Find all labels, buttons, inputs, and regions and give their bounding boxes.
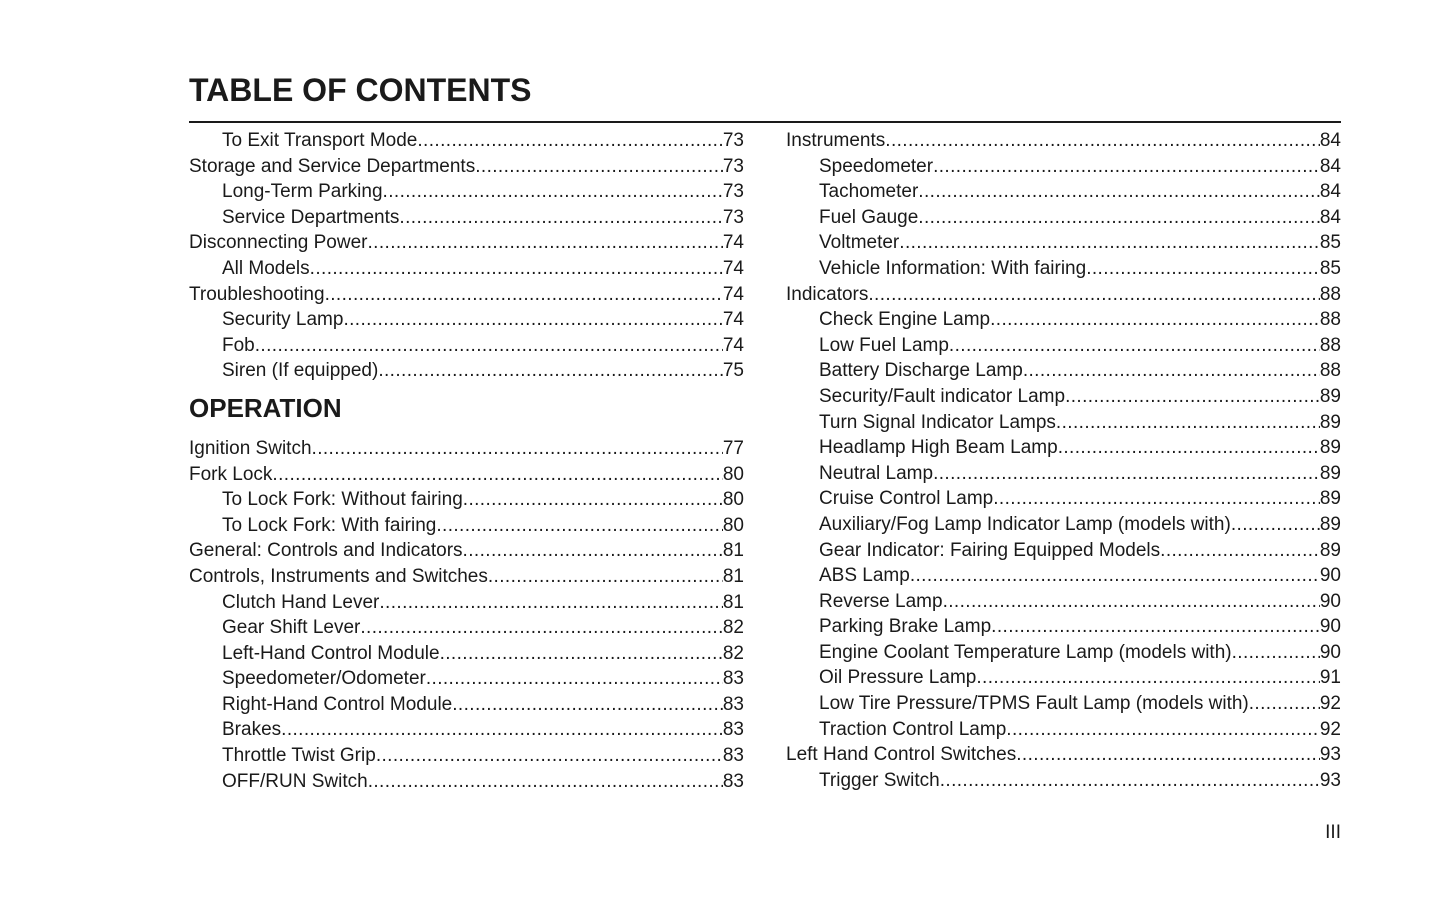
toc-entry[interactable] (189, 154, 744, 180)
toc-entry-label: Check Engine Lamp (819, 309, 991, 331)
toc-entry-label: Auxiliary/Fog Lamp Indicator Lamp (models with) (819, 513, 1231, 535)
page-title: TABLE OF CONTENTS (189, 72, 532, 108)
toc-entry-page: 74 (722, 283, 744, 305)
toc-entry[interactable] (786, 665, 1341, 691)
toc-entry-page: 74 (722, 334, 744, 356)
toc-entry-page: 73 (722, 155, 744, 177)
dot-leader (452, 692, 723, 718)
dot-leader (885, 128, 1320, 154)
toc-entry-label: Cruise Control Lamp (819, 488, 994, 510)
toc-entry-label: Throttle Twist Grip (222, 745, 376, 767)
dot-leader (360, 615, 723, 641)
toc-entry-page: 88 (1319, 360, 1341, 382)
toc-entry[interactable] (786, 486, 1341, 512)
toc-entry-label: Siren (If equipped) (222, 360, 379, 382)
toc-entry-label: Gear Indicator: Fairing Equipped Models (819, 539, 1161, 561)
toc-entry[interactable] (786, 154, 1341, 180)
dot-leader (281, 717, 723, 743)
toc-entry-page: 83 (722, 693, 744, 715)
toc-entry-label: Low Tire Pressure/TPMS Fault Lamp (models with) (819, 693, 1249, 715)
toc-entry[interactable] (189, 615, 744, 641)
toc-entry[interactable] (786, 230, 1341, 256)
toc-entry[interactable] (786, 640, 1341, 666)
toc-entry-label: Clutch Hand Lever (222, 591, 380, 613)
dot-leader (1086, 256, 1320, 282)
toc-entry[interactable] (786, 410, 1341, 436)
dot-leader (272, 462, 722, 488)
dot-leader (475, 154, 723, 180)
dot-leader (383, 179, 723, 205)
toc-entry[interactable] (786, 205, 1341, 231)
toc-entry[interactable] (786, 691, 1341, 717)
toc-list-after (189, 436, 744, 794)
toc-entry-page: 92 (1319, 718, 1341, 740)
toc-entry-label: Indicators (786, 283, 869, 305)
toc-entry-label: Ignition Switch (189, 437, 312, 459)
toc-entry-label: Battery Discharge Lamp (819, 360, 1023, 382)
toc-entry-page: 89 (1319, 462, 1341, 484)
toc-entry-page: 77 (722, 437, 744, 459)
toc-entry-page: 90 (1319, 565, 1341, 587)
toc-entry[interactable] (189, 282, 744, 308)
toc-entry-page: 93 (1319, 769, 1341, 791)
dot-leader (933, 461, 1320, 487)
toc-entry-page: 84 (1319, 130, 1341, 151)
toc-entry-label: Controls, Instruments and Switches (189, 565, 488, 587)
toc-entry-page: 84 (1319, 155, 1341, 177)
toc-entry-label: ABS Lamp (819, 565, 910, 587)
toc-entry[interactable] (189, 564, 744, 590)
toc-entry-label: Engine Coolant Temperature Lamp (models with) (819, 641, 1232, 663)
toc-entry-label: Storage and Service Departments (189, 155, 476, 177)
dot-leader (933, 154, 1320, 180)
toc-entry[interactable] (786, 256, 1341, 282)
dot-leader (1023, 358, 1320, 384)
dot-leader (343, 307, 722, 333)
toc-entry[interactable] (786, 282, 1341, 308)
dot-leader (436, 513, 723, 539)
toc-entry-page: 73 (722, 206, 744, 228)
dot-leader (991, 614, 1320, 640)
toc-entry-label: Service Departments (222, 206, 400, 228)
toc-entry-page: 91 (1319, 667, 1341, 689)
dot-leader (1056, 410, 1320, 436)
toc-entry-page: 84 (1319, 181, 1341, 203)
dot-leader (1006, 717, 1320, 743)
toc-entry-page: 92 (1319, 693, 1341, 715)
toc-entry-label: OFF/RUN Switch (222, 770, 368, 792)
toc-entry[interactable] (189, 128, 744, 154)
dot-leader (312, 436, 723, 462)
toc-entry-label: Right-Hand Control Module (222, 693, 453, 715)
toc-entry[interactable] (786, 589, 1341, 615)
toc-entry[interactable] (189, 743, 744, 769)
dot-leader (1231, 512, 1320, 538)
toc-entry-page: 81 (722, 540, 744, 562)
toc-entry-page: 90 (1319, 590, 1341, 612)
toc-entry[interactable] (189, 462, 744, 488)
toc-entry[interactable] (189, 487, 744, 513)
toc-entry-page: 82 (722, 642, 744, 664)
dot-leader (378, 358, 723, 384)
toc-entry-page: 80 (722, 463, 744, 485)
toc-entry-page: 81 (722, 565, 744, 587)
toc-entry-page: 83 (722, 745, 744, 767)
toc-entry-page: 83 (722, 668, 744, 690)
dot-leader (990, 307, 1320, 333)
toc-entry-page: 74 (722, 232, 744, 254)
toc-entry[interactable] (786, 614, 1341, 640)
toc-entry-page: 89 (1319, 437, 1341, 459)
toc-entry-label: Trigger Switch (819, 769, 940, 791)
toc-entry[interactable] (189, 230, 744, 256)
toc-entry-page: 83 (722, 770, 744, 792)
toc-list-before (189, 128, 744, 384)
toc-entry-label: Neutral Lamp (819, 462, 934, 484)
toc-entry[interactable] (786, 333, 1341, 359)
toc-entry-label: To Lock Fork: With fairing (222, 514, 437, 536)
toc-column-right (786, 128, 1341, 793)
toc-entry[interactable] (189, 358, 744, 384)
dot-leader (1249, 691, 1320, 717)
toc-entry-label: To Lock Fork: Without fairing (222, 489, 463, 511)
toc-entry[interactable] (189, 641, 744, 667)
toc-entry[interactable] (786, 179, 1341, 205)
toc-entry[interactable] (786, 563, 1341, 589)
toc-entry-page: 88 (1319, 283, 1341, 305)
toc-entry-label: Vehicle Information: With fairing (819, 257, 1087, 279)
toc-entry-label: Troubleshooting (189, 283, 325, 305)
toc-entry-page: 84 (1319, 206, 1341, 228)
toc-entry-label: Disconnecting Power (189, 232, 368, 254)
dot-leader (1160, 538, 1320, 564)
toc-entry-page: 88 (1319, 334, 1341, 356)
toc-entry[interactable] (189, 666, 744, 692)
toc-entry-label: Oil Pressure Lamp (819, 667, 977, 689)
toc-entry[interactable] (189, 179, 744, 205)
toc-entry-label: Brakes (222, 719, 282, 741)
toc-list-right (786, 128, 1341, 793)
toc-entry-label: Fuel Gauge (819, 206, 919, 228)
dot-leader (918, 205, 1320, 231)
toc-entry-page: 90 (1319, 641, 1341, 663)
toc-entry-page: 73 (722, 181, 744, 203)
dot-leader (426, 666, 723, 692)
toc-entry[interactable] (189, 436, 744, 462)
dot-leader (940, 768, 1320, 794)
toc-entry-label: General: Controls and Indicators (189, 540, 463, 562)
toc-entry-page: 80 (722, 489, 744, 511)
toc-entry-page: 75 (722, 360, 744, 382)
dot-leader (255, 333, 723, 359)
toc-entry-label: Reverse Lamp (819, 590, 943, 612)
toc-entry[interactable] (786, 435, 1341, 461)
dot-leader (910, 563, 1320, 589)
dot-leader (399, 205, 722, 231)
dot-leader (488, 564, 723, 590)
toc-entry-label: Turn Signal Indicator Lamps (819, 411, 1056, 433)
toc-entry[interactable] (189, 717, 744, 743)
toc-entry-page: 85 (1319, 232, 1341, 254)
toc-entry-label: Security Lamp (222, 309, 344, 331)
toc-entry-label: Gear Shift Lever (222, 617, 361, 639)
toc-entry-label: Headlamp High Beam Lamp (819, 437, 1058, 459)
toc-entry[interactable] (786, 358, 1341, 384)
dot-leader (899, 230, 1320, 256)
toc-entry[interactable] (786, 742, 1341, 768)
toc-entry[interactable] (786, 307, 1341, 333)
toc-entry-page: 81 (722, 591, 744, 613)
dot-leader (1232, 640, 1320, 666)
toc-entry-label: Fork Lock (189, 463, 273, 485)
toc-entry-page: 89 (1319, 513, 1341, 535)
toc-entry-page: 89 (1319, 539, 1341, 561)
dot-leader (367, 230, 722, 256)
toc-entry[interactable] (189, 307, 744, 333)
toc-entry-label: Voltmeter (819, 232, 900, 254)
toc-entry-page: 90 (1319, 616, 1341, 638)
toc-entry[interactable] (189, 256, 744, 282)
page-number: III (1325, 822, 1341, 843)
dot-leader (463, 538, 723, 564)
toc-entry-page: 85 (1319, 257, 1341, 279)
toc-entry-page: 82 (722, 617, 744, 639)
toc-entry-label: To Exit Transport Mode (222, 130, 418, 151)
dot-leader (868, 282, 1319, 308)
toc-entry[interactable] (786, 384, 1341, 410)
dot-leader (993, 486, 1320, 512)
toc-entry[interactable] (189, 769, 744, 795)
dot-leader (376, 743, 723, 769)
toc-entry-label: Left-Hand Control Module (222, 642, 440, 664)
toc-entry-label: Security/Fault indicator Lamp (819, 385, 1066, 407)
toc-entry[interactable] (189, 590, 744, 616)
toc-entry-label: Traction Control Lamp (819, 718, 1007, 740)
dot-leader (463, 487, 723, 513)
toc-entry-label: Low Fuel Lamp (819, 334, 949, 356)
toc-entry[interactable] (786, 538, 1341, 564)
dot-leader (1065, 384, 1320, 410)
dot-leader (440, 641, 723, 667)
toc-entry[interactable] (786, 717, 1341, 743)
toc-entry[interactable] (786, 461, 1341, 487)
toc-entry-page: 89 (1319, 488, 1341, 510)
dot-leader (379, 590, 722, 616)
dot-leader (1016, 742, 1320, 768)
toc-entry[interactable] (189, 692, 744, 718)
toc-entry-page: 89 (1319, 411, 1341, 433)
dot-leader (943, 589, 1320, 615)
toc-entry-label: Speedometer/Odometer (222, 668, 426, 690)
dot-leader (1058, 435, 1320, 461)
toc-entry-label: Tachometer (819, 181, 919, 203)
toc-entry-label: Parking Brake Lamp (819, 616, 992, 638)
toc-entry-page: 93 (1319, 744, 1341, 766)
toc-entry-page: 74 (722, 309, 744, 331)
toc-entry-page: 88 (1319, 309, 1341, 331)
dot-leader (310, 256, 723, 282)
toc-column-left (189, 128, 744, 794)
toc-entry[interactable] (189, 333, 744, 359)
toc-entry-label: Left Hand Control Switches (786, 744, 1017, 766)
toc-entry-page: 80 (722, 514, 744, 536)
toc-entry-label: All Models (222, 257, 310, 279)
toc-entry-label: Long-Term Parking (222, 181, 383, 203)
dot-leader (325, 282, 723, 308)
toc-entry[interactable] (189, 538, 744, 564)
toc-entry[interactable] (786, 512, 1341, 538)
toc-entry[interactable] (189, 205, 744, 231)
title-divider (189, 121, 1341, 123)
dot-leader (918, 179, 1320, 205)
dot-leader (949, 333, 1320, 359)
toc-entry[interactable] (786, 128, 1341, 154)
toc-entry[interactable] (189, 513, 744, 539)
toc-entry[interactable] (786, 768, 1341, 794)
toc-entry-page: 74 (722, 257, 744, 279)
dot-leader (417, 128, 722, 154)
section-heading-operation: OPERATION (189, 392, 342, 423)
toc-entry-label: Fob (222, 334, 255, 356)
dot-leader (976, 665, 1320, 691)
toc-entry-page: 73 (722, 130, 744, 151)
dot-leader (368, 769, 723, 795)
toc-entry-label: Instruments (786, 130, 886, 151)
toc-entry-label: Speedometer (819, 155, 934, 177)
toc-entry-page: 89 (1319, 385, 1341, 407)
toc-entry-page: 83 (722, 719, 744, 741)
